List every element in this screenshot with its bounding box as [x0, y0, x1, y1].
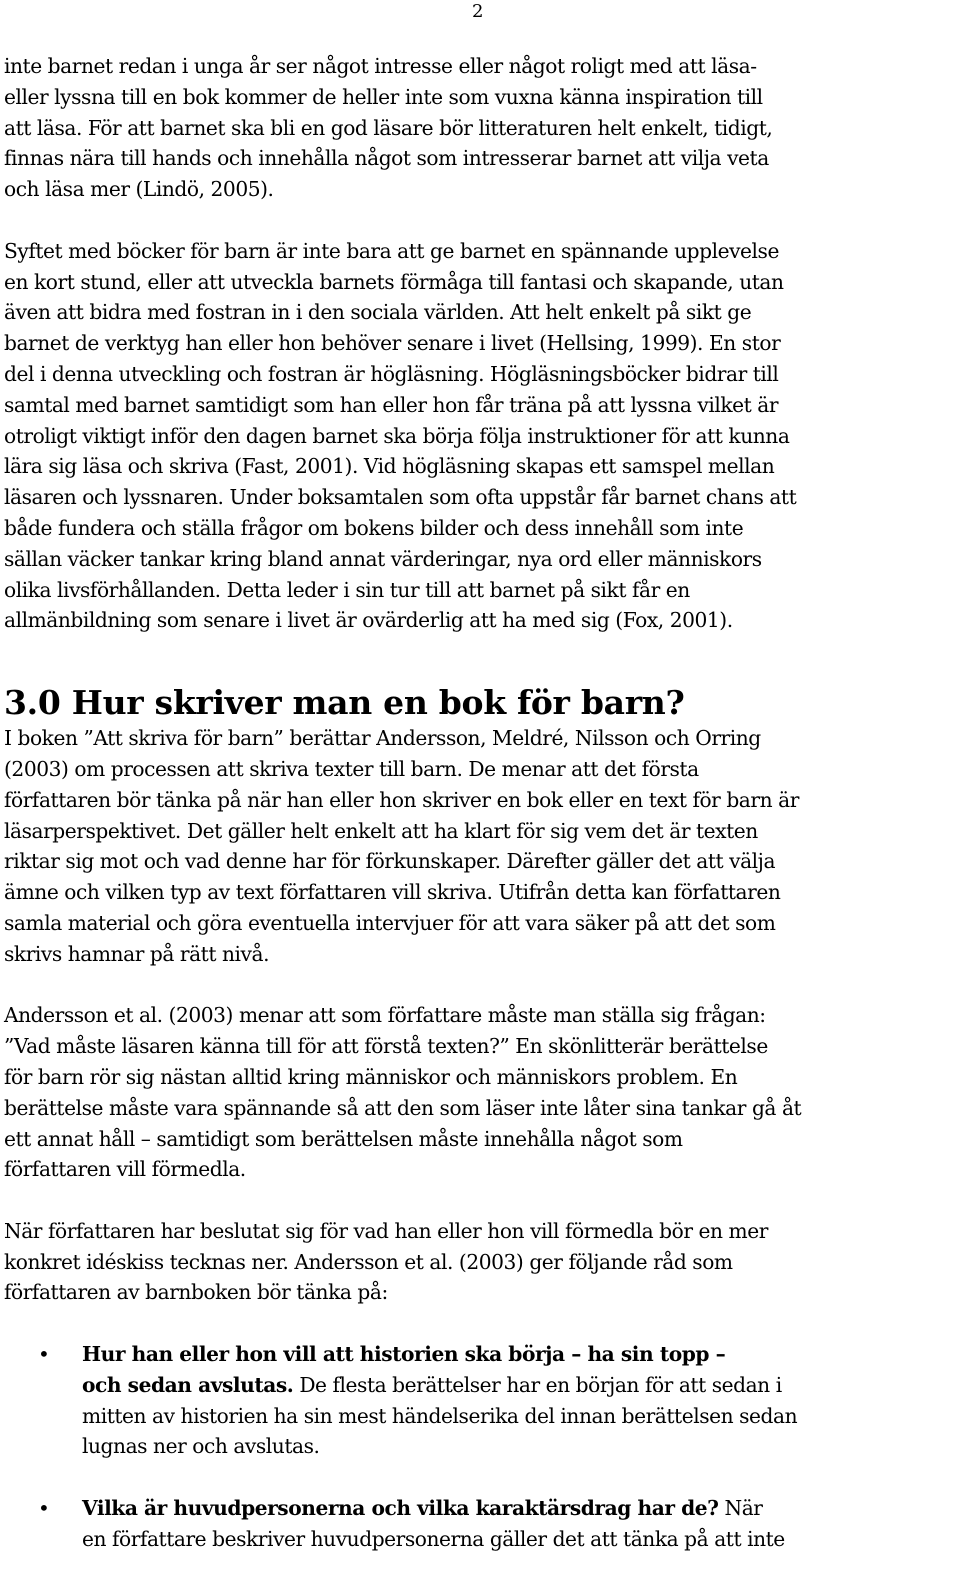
bold-question: och sedan avslutas.	[82, 1372, 294, 1397]
text-line: för barn rör sig nästan alltid kring människor och människors problem. En	[4, 1064, 738, 1089]
bold-question: Vilka är huvudpersonerna och vilka karaktärsdrag har de?	[82, 1496, 719, 1521]
paragraph-2	[4, 236, 960, 636]
paragraph-4	[4, 1000, 960, 1185]
text-line: ett annat håll – samtidigt som berättelsen måste innehålla något som	[4, 1126, 683, 1151]
text-line: olika livsförhållanden. Detta leder i sin tur till att barnet på sikt får en	[4, 577, 690, 602]
text-line: finnas nära till hands och innehålla något som intresserar barnet att vilja veta	[4, 146, 769, 171]
text-line	[82, 1370, 960, 1401]
text-line: konkret idéskiss tecknas ner. Andersson et al. (2003) ger följande råd som	[4, 1249, 733, 1274]
text-line: I boken ”Att skriva för barn” berättar Andersson, Meldré, Nilsson och Orring	[4, 726, 761, 751]
list-text: När	[718, 1496, 763, 1521]
text-line: sällan väcker tankar kring bland annat värderingar, nya ord eller människors	[4, 546, 762, 571]
paragraph-5	[4, 1216, 960, 1308]
list-gap	[4, 1462, 960, 1493]
text-line: en författare beskriver huvudpersonerna gäller det att tänka på att inte	[82, 1526, 785, 1551]
text-line	[82, 1339, 960, 1370]
list-item	[4, 1493, 960, 1555]
text-line: samtal med barnet samtidigt som han eller hon får träna på att lyssna vilket är	[4, 392, 779, 417]
text-line: läsarperspektivet. Det gäller helt enkelt att ha klart för sig vem det är texten	[4, 818, 758, 843]
text-line: Syftet med böcker för barn är inte bara att ge barnet en spännande upplevelse	[4, 238, 779, 263]
text-line: berättelse måste vara spännande så att den som läser inte låter sina tankar gå åt	[4, 1095, 802, 1120]
paragraph-gap	[4, 1185, 960, 1216]
page-number: 2	[472, 1, 484, 22]
list-text: De flesta berättelser har en början för att sedan i	[293, 1372, 782, 1397]
text-line: ämne och vilken typ av text författaren vill skriva. Utifrån detta kan författaren	[4, 880, 781, 905]
text-line: samla material och göra eventuella intervjuer för att vara säker på att det som	[4, 910, 776, 935]
text-line: riktar sig mot och vad denne har för förkunskaper. Därefter gäller det att välja	[4, 849, 776, 874]
text-line: författaren bör tänka på när han eller hon skriver en bok eller en text för barn är	[4, 787, 799, 812]
text-line	[82, 1493, 960, 1524]
text-line: skrivs hamnar på rätt nivå.	[4, 941, 270, 966]
text-line: författaren vill förmedla.	[4, 1157, 246, 1182]
bullet-icon: •	[38, 1342, 50, 1367]
bullet-icon: •	[38, 1496, 50, 1521]
text-line: både fundera och ställa frågor om bokens bilder och dess innehåll som inte	[4, 515, 744, 540]
bold-question: Hur han eller hon vill att historien ska börja – ha sin topp –	[82, 1342, 726, 1367]
text-line: När författaren har beslutat sig för vad han eller hon vill förmedla bör en mer	[4, 1218, 768, 1243]
text-line: eller lyssna till en bok kommer de heller inte som vuxna känna inspiration till	[4, 84, 763, 109]
text-line: även att bidra med fostran in i den sociala världen. Att helt enkelt på sikt ge	[4, 300, 752, 325]
text-line: lära sig läsa och skriva (Fast, 2001). Vid högläsning skapas ett samspel mellan	[4, 454, 775, 479]
text-line: en kort stund, eller att utveckla barnets förmåga till fantasi och skapande, utan	[4, 269, 784, 294]
paragraph-1	[4, 51, 960, 205]
paragraph-gap	[4, 1308, 960, 1339]
text-line: (2003) om processen att skriva texter till barn. De menar att det första	[4, 756, 699, 781]
text-line: otroligt viktigt inför den dagen barnet ska börja följa instruktioner för att kunna	[4, 423, 790, 448]
text-line: del i denna utveckling och fostran är högläsning. Högläsningsböcker bidrar till	[4, 361, 779, 386]
list-item	[4, 1339, 960, 1462]
text-line: läsaren och lyssnaren. Under boksamtalen som ofta uppstår får barnet chans att	[4, 485, 797, 510]
text-line: att läsa. För att barnet ska bli en god läsare bör litteraturen helt enkelt, tidigt,	[4, 115, 773, 140]
section-heading: 3.0 Hur skriver man en bok för barn?	[4, 683, 685, 723]
paragraph-3	[4, 723, 960, 969]
text-line: lugnas ner och avslutas.	[82, 1434, 320, 1459]
text-line: Andersson et al. (2003) menar att som författare måste man ställa sig frågan:	[4, 1003, 766, 1028]
text-line: författaren av barnboken bör tänka på:	[4, 1280, 388, 1305]
paragraph-gap	[4, 205, 960, 236]
advice-list	[4, 1339, 960, 1555]
text-line: allmänbildning som senare i livet är ovärderlig att ha med sig (Fox, 2001).	[4, 608, 733, 633]
section-gap	[4, 636, 960, 683]
document-body	[4, 51, 960, 1555]
text-line: barnet de verktyg han eller hon behöver senare i livet (Hellsing, 1999). En stor	[4, 331, 781, 356]
text-line: mitten av historien ha sin mest händelserika del innan berättelsen sedan	[82, 1403, 798, 1428]
text-line: och läsa mer (Lindö, 2005).	[4, 177, 274, 202]
paragraph-gap	[4, 970, 960, 1001]
text-line: ”Vad måste läsaren känna till för att förstå texten?” En skönlitterär berättelse	[4, 1034, 768, 1059]
text-line: inte barnet redan i unga år ser något intresse eller något roligt med att läsa-	[4, 54, 757, 78]
